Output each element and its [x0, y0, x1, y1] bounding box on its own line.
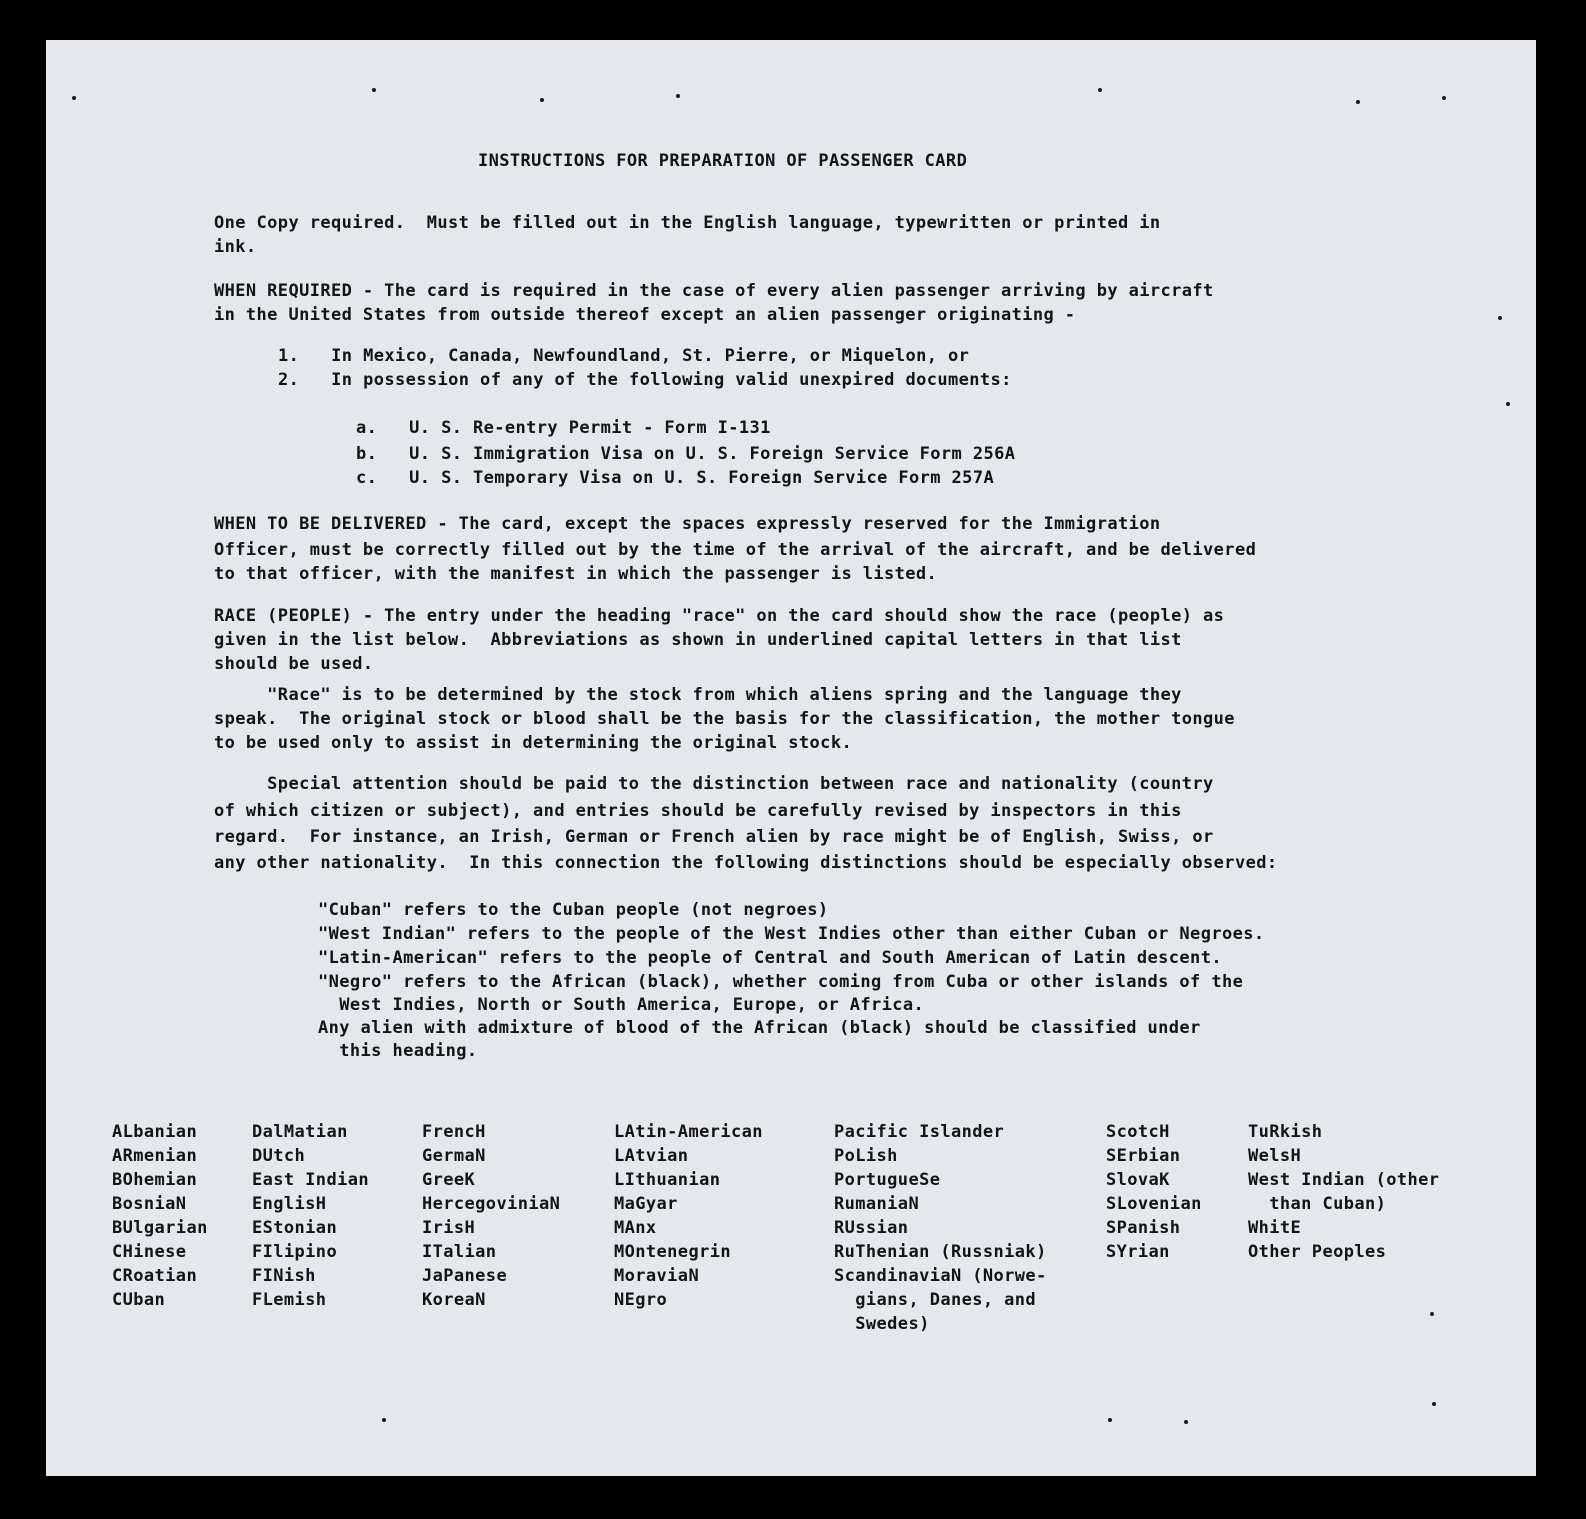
race-entry: HercegoviniaN	[422, 1194, 561, 1214]
race-list-column-7	[1248, 1120, 1439, 1264]
race-entry: ITalian	[422, 1242, 497, 1262]
race-entry: BOhemian	[112, 1170, 198, 1190]
scan-speck	[1098, 88, 1102, 92]
race-entry: CRoatian	[112, 1266, 198, 1286]
race-entry: Other Peoples	[1248, 1242, 1387, 1262]
race-entry: WelsH	[1248, 1146, 1302, 1166]
distinction-line: "West Indian" refers to the people of the West Indies other than either Cuban or Negroes.	[318, 924, 1265, 944]
race-entry: DUtch	[252, 1146, 306, 1166]
race-entry: IrisH	[422, 1218, 476, 1238]
race-entry: FIlipino	[252, 1242, 338, 1262]
race-entry: Pacific Islander	[834, 1122, 1005, 1142]
race-entry: ScandinaviaN (Norwe-	[834, 1266, 1047, 1286]
race-entry: MOntenegrin	[614, 1242, 731, 1262]
race-entry: SlovaK	[1106, 1170, 1170, 1190]
race-entry: gians, Danes, and	[834, 1290, 1037, 1310]
scan-speck	[1184, 1420, 1188, 1424]
race-entry: KoreaN	[422, 1290, 486, 1310]
scan-speck	[1432, 1402, 1436, 1406]
race-list-column-2	[252, 1120, 369, 1312]
race-entry: LAtin-American	[614, 1122, 763, 1142]
scan-speck	[1442, 96, 1446, 100]
race-line-2: given in the list below. Abbreviations as shown in underlined capital letters in that list	[214, 630, 1182, 650]
race-entry: GermaN	[422, 1146, 486, 1166]
distinction-line: "Latin-American" refers to the people of Central and South American of Latin descent.	[318, 948, 1222, 968]
race-entry: BosniaN	[112, 1194, 187, 1214]
race-list-column-4	[614, 1120, 763, 1312]
race-entry: ALbanian	[112, 1122, 198, 1142]
race-entry: EStonian	[252, 1218, 338, 1238]
race-entry: West Indian (other	[1248, 1170, 1440, 1190]
race-entry: MaGyar	[614, 1194, 678, 1214]
race-line-3: should be used.	[214, 654, 374, 674]
race-entry: East Indian	[252, 1170, 369, 1190]
when-delivered-line-3: to that officer, with the manifest in which the passenger is listed.	[214, 564, 938, 584]
when-delivered-line-2: Officer, must be correctly filled out by the time of the arrival of the aircraft, and be delivered	[214, 540, 1257, 560]
scan-speck	[372, 88, 376, 92]
race-entry: CHinese	[112, 1242, 187, 1262]
race-entry: WhitE	[1248, 1218, 1302, 1238]
race-entry: DalMatian	[252, 1122, 348, 1142]
race-entry: ScotcH	[1106, 1122, 1170, 1142]
page-title: INSTRUCTIONS FOR PREPARATION OF PASSENGER CARD	[478, 151, 968, 171]
race-p2-line-2: speak. The original stock or blood shall be the basis for the classification, the mother tongue	[214, 709, 1235, 729]
race-entry: LIthuanian	[614, 1170, 721, 1190]
scan-speck	[1506, 402, 1510, 406]
race-entry: than Cuban)	[1248, 1194, 1387, 1214]
race-entry: MoraviaN	[614, 1266, 700, 1286]
race-list-column-3	[422, 1120, 560, 1312]
race-entry: CUban	[112, 1290, 166, 1310]
race-entry: SLovenian	[1106, 1194, 1202, 1214]
race-entry: LAtvian	[614, 1146, 689, 1166]
race-entry: RUssian	[834, 1218, 909, 1238]
scan-speck	[1430, 1312, 1434, 1316]
document-item: a. U. S. Re-entry Permit - Form I-131	[356, 418, 771, 438]
when-required-line-2: in the United States from outside thereof except an alien passenger originating -	[214, 305, 1076, 325]
race-entry: BUlgarian	[112, 1218, 208, 1238]
race-entry: FrencH	[422, 1122, 486, 1142]
scan-speck	[1108, 1418, 1112, 1422]
race-entry: FLemish	[252, 1290, 327, 1310]
race-list-column-1	[112, 1120, 208, 1312]
scan-speck	[382, 1418, 386, 1422]
scan-speck	[676, 94, 680, 98]
list-item: 1. In Mexico, Canada, Newfoundland, St. Pierre, or Miquelon, or	[278, 346, 970, 366]
race-list-column-6	[1106, 1120, 1202, 1264]
race-p3-line-2: of which citizen or subject), and entries should be carefully revised by inspectors in this	[214, 801, 1182, 821]
race-entry: PortugueSe	[834, 1170, 941, 1190]
when-required-line-1: WHEN REQUIRED - The card is required in the case of every alien passenger arriving by aircraft	[214, 281, 1214, 301]
distinction-line: this heading.	[318, 1041, 478, 1061]
distinction-line: Any alien with admixture of blood of the African (black) should be classified under	[318, 1018, 1201, 1038]
distinction-line: "Negro" refers to the African (black), whether coming from Cuba or other islands of the	[318, 972, 1244, 992]
intro-line-2: ink.	[214, 237, 257, 257]
race-entry: GreeK	[422, 1170, 476, 1190]
document-item: c. U. S. Temporary Visa on U. S. Foreign Service Form 257A	[356, 468, 995, 488]
race-p3-line-4: any other nationality. In this connection the following distinctions should be especially observed:	[214, 853, 1278, 873]
race-entry: RumaniaN	[834, 1194, 920, 1214]
race-entry: SErbian	[1106, 1146, 1181, 1166]
race-entry: SYrian	[1106, 1242, 1170, 1262]
race-p3-line-3: regard. For instance, an Irish, German or French alien by race might be of English, Swiss, or	[214, 827, 1214, 847]
scan-speck	[72, 96, 76, 100]
race-line-1: RACE (PEOPLE) - The entry under the heading "race" on the card should show the race (people) as	[214, 606, 1225, 626]
scan-speck	[1356, 100, 1360, 104]
race-entry: PoLish	[834, 1146, 898, 1166]
race-p2-line-1: "Race" is to be determined by the stock from which aliens spring and the language they	[214, 685, 1182, 705]
list-item: 2. In possession of any of the following valid unexpired documents:	[278, 370, 1012, 390]
race-entry: RuThenian (Russniak)	[834, 1242, 1047, 1262]
race-entry: MAnx	[614, 1218, 657, 1238]
distinction-line: West Indies, North or South America, Europe, or Africa.	[318, 995, 925, 1015]
intro-line-1: One Copy required. Must be filled out in the English language, typewritten or printed in	[214, 213, 1161, 233]
race-entry: JaPanese	[422, 1266, 508, 1286]
race-entry: SPanish	[1106, 1218, 1181, 1238]
race-entry: ARmenian	[112, 1146, 198, 1166]
document-item: b. U. S. Immigration Visa on U. S. Foreign Service Form 256A	[356, 444, 1016, 464]
distinction-line: "Cuban" refers to the Cuban people (not negroes)	[318, 900, 829, 920]
race-entry: FINish	[252, 1266, 316, 1286]
race-entry: TuRkish	[1248, 1122, 1323, 1142]
race-entry: NEgro	[614, 1290, 668, 1310]
race-p2-line-3: to be used only to assist in determining the original stock.	[214, 733, 853, 753]
race-entry: EnglisH	[252, 1194, 327, 1214]
race-entry: Swedes)	[834, 1314, 930, 1334]
scan-speck	[540, 98, 544, 102]
scan-speck	[1498, 316, 1502, 320]
race-list-column-5	[834, 1120, 1047, 1336]
race-p3-line-1: Special attention should be paid to the distinction between race and nationality (country	[214, 774, 1214, 794]
document-page	[46, 40, 1536, 1476]
when-delivered-line-1: WHEN TO BE DELIVERED - The card, except the spaces expressly reserved for the Immigration	[214, 514, 1161, 534]
